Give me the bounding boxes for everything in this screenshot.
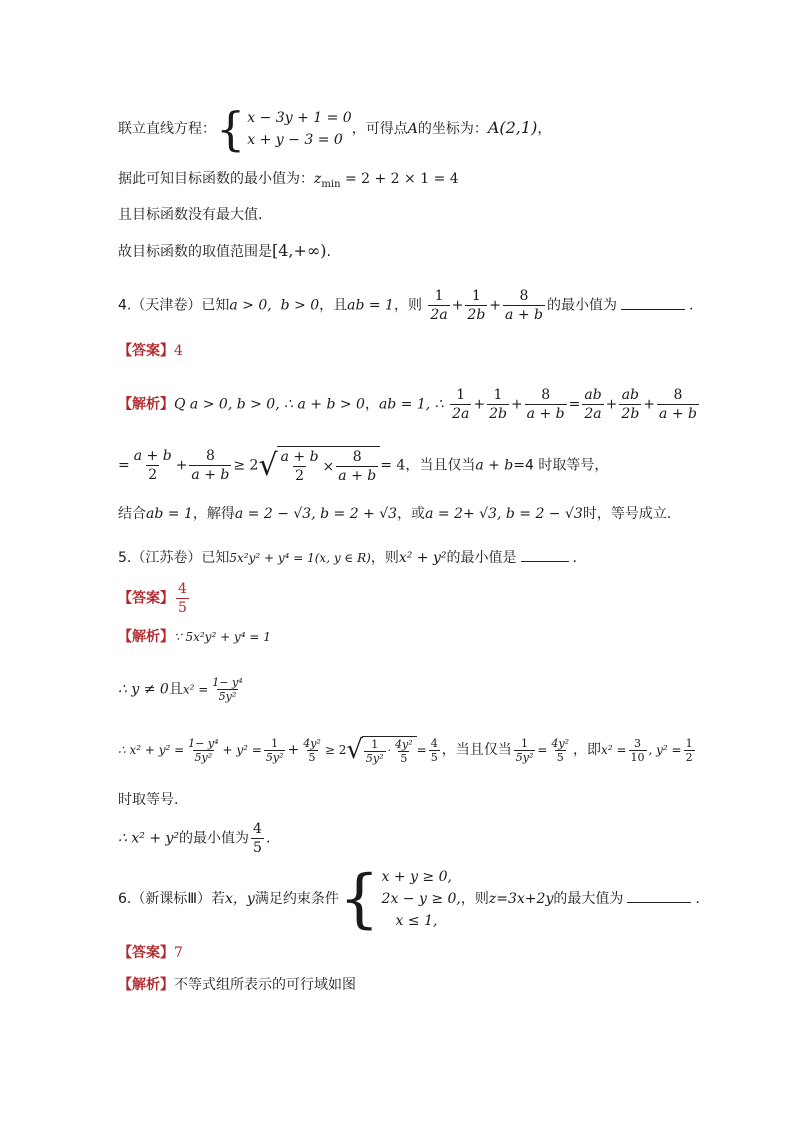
ge: ≥ 2 bbox=[233, 457, 259, 474]
question-text: 6.（新课标Ⅲ）若 bbox=[118, 891, 226, 907]
sqrt: √ $\frac{a + b}{2}$ × $\frac{8}{a + b}$ bbox=[258, 446, 380, 485]
text: 不等式组所表示的可行域如图 bbox=[174, 977, 356, 993]
text: 故目标函数的取值范围是 bbox=[118, 244, 272, 260]
z-symbol: z bbox=[314, 171, 322, 187]
plus: + bbox=[451, 297, 464, 314]
solution-5-d bbox=[118, 791, 178, 809]
subscript: min bbox=[321, 178, 341, 190]
text: 的坐标为： bbox=[417, 121, 488, 137]
equals: = bbox=[118, 457, 130, 474]
result: = 4 bbox=[380, 457, 406, 474]
solution-4-a: 【解析】Q a > 0, b > 0, ∴ a + b > 0，ab = 1, ∴ $\frac{1}{2a}$ + $\frac{1}{2b}$ + $\frac{8}{a + b}$ = $\frac{ab}{2a}$ + $\frac{ab}{2b}$ + $\frac{8}{a + b}$ bbox=[118, 387, 697, 422]
answer-6 bbox=[118, 944, 183, 962]
line-system bbox=[118, 102, 552, 156]
solution-6 bbox=[118, 976, 356, 994]
answer-fraction: $\frac{4}{5}$ bbox=[178, 581, 187, 616]
text: 的最大值为 bbox=[553, 891, 624, 907]
expression: Q a > 0, b > 0, ∴ a + b > 0 bbox=[174, 396, 365, 413]
condition: 5x²y² + y⁴ = 1(x, y ∈ R) bbox=[229, 551, 371, 565]
text: 的最小值是 bbox=[446, 550, 517, 566]
fraction: $\frac{1}{2a}$ bbox=[452, 387, 470, 422]
text: ，则 bbox=[370, 550, 399, 566]
solution-tag: 【解析】 bbox=[118, 629, 174, 645]
answer-value: 7 bbox=[174, 945, 183, 961]
point-label: A bbox=[407, 121, 418, 137]
fraction: $\frac{1}{2a}$ bbox=[430, 288, 448, 323]
expression: ∵ 5x²y² + y⁴ = 1 bbox=[174, 630, 271, 644]
text: . bbox=[572, 550, 577, 566]
answer-4 bbox=[118, 342, 183, 360]
answer-5 bbox=[118, 580, 191, 617]
text: 的最小值为 bbox=[546, 297, 617, 314]
text: 结合 bbox=[118, 506, 146, 522]
expression: ∴ x² + y² = bbox=[118, 743, 185, 757]
equation-2: x + y − 3 = 0 bbox=[247, 132, 343, 148]
objective: z=3x+2y bbox=[488, 891, 554, 907]
text: 且目标函数没有最大值. bbox=[118, 207, 263, 223]
expression: a = 2+ √3, b = 2 − √3 bbox=[425, 506, 583, 522]
solution-tag: 【解析】 bbox=[118, 396, 174, 413]
text: 的最小值为 bbox=[179, 830, 250, 847]
text: 且 bbox=[168, 681, 183, 698]
expression: ab = 1 bbox=[146, 506, 193, 522]
line-no-max bbox=[118, 206, 262, 224]
text: ，且 bbox=[319, 297, 348, 314]
answer-blank bbox=[621, 295, 685, 310]
fraction: $\frac{1}{2b}$ bbox=[467, 288, 486, 323]
question-text: 5.（江苏卷）已知 bbox=[118, 550, 230, 566]
range: [4,+∞) bbox=[272, 241, 327, 260]
solution-4-b bbox=[118, 446, 608, 485]
text: . bbox=[326, 244, 331, 260]
condition: ab = 1 bbox=[347, 297, 394, 314]
solution-5-c: ∴ x² + y² = $\frac{\text{1− y⁴}}{\text{5y²}}$ + y² = $\frac{1}{\text{5y²}}$ + $\frac{\text{4y²}}{5}$ ≥ 2 √ $\frac{1}{\text{5y²}}$ · $\frac{\text{4y²}}{5}$ = $\frac{4}{5}$ ，当且仅当 $\frac{1}{\text{5y²}}$ = $\frac{\text{4y²}}{5}$ ，即x² = $\frac{3}{10}$ , y² = $\frac{1}{2}$ bbox=[118, 735, 693, 765]
fraction: $\frac{1}{2b}$ bbox=[489, 387, 507, 422]
text: =4 时取等号， bbox=[513, 457, 609, 474]
answer-blank bbox=[521, 547, 569, 562]
condition: a > 0, bbox=[229, 297, 272, 314]
fraction: $\frac{ab}{2b}$ bbox=[621, 387, 640, 422]
expression: = 2 + 2 × 1 = 4 bbox=[340, 171, 459, 187]
fraction: $\frac{8}{a + b}$ bbox=[659, 387, 697, 422]
equation-system: { x − 3y + 1 = 0 x + y − 3 = 0 bbox=[216, 102, 352, 156]
text: ， bbox=[364, 396, 379, 413]
variables: x，y bbox=[225, 891, 255, 907]
text: 联立直线方程： bbox=[118, 121, 216, 137]
answer-value: 4 bbox=[174, 343, 183, 359]
expression: x² + y² bbox=[398, 550, 447, 566]
text: 满足约束条件 bbox=[254, 891, 339, 907]
text: ，或 bbox=[397, 506, 426, 522]
plus: + bbox=[489, 297, 502, 314]
equals: = bbox=[568, 396, 581, 413]
text: ，当且仅当 bbox=[405, 457, 476, 474]
answer-blank bbox=[627, 888, 691, 903]
solution-5-e: ∴ x² + y²的最小值为 $\frac{4}{5}$ . bbox=[118, 821, 271, 856]
expression: x² = bbox=[182, 682, 209, 697]
text: ，可得点 bbox=[351, 121, 408, 137]
text: ，则 bbox=[393, 297, 422, 314]
constraint-system: { x + y ≥ 0, 2x − y ≥ 0, x ≤ 1, bbox=[338, 862, 461, 936]
line-range bbox=[118, 242, 331, 261]
text: ，解得 bbox=[192, 506, 235, 522]
solution-4-c bbox=[118, 505, 671, 523]
fraction: $\frac{a + b}{2}$ bbox=[133, 448, 172, 483]
solution-5-b: ∴ y ≠ 0且x² = $\frac{\text{1− y⁴}}{\text{5y²}}$ bbox=[118, 676, 243, 703]
question-4 bbox=[118, 287, 693, 324]
text: 据此可知目标函数的最小值为： bbox=[118, 171, 314, 187]
question-5 bbox=[118, 547, 577, 567]
text: ，则 bbox=[460, 891, 489, 907]
question-6: 6.（新课标Ⅲ）若x，y满足约束条件 { x + y ≥ 0, 2x − y ≥ 0, x ≤ 1, ，则z=3x+2y的最大值为 . bbox=[118, 862, 700, 936]
question-text: 4.（天津卷）已知 bbox=[118, 297, 230, 314]
expression: ∴ y ≠ 0 bbox=[118, 681, 169, 698]
fraction: $\frac{ab}{2a}$ bbox=[584, 387, 602, 422]
text: . bbox=[688, 297, 694, 314]
expression: ∴ x² + y² bbox=[118, 830, 180, 847]
answer-tag: 【答案】 bbox=[118, 343, 174, 359]
line-min-value bbox=[118, 170, 459, 194]
solution-tag: 【解析】 bbox=[118, 977, 174, 993]
text: 时取等号. bbox=[118, 792, 179, 808]
fraction: $\frac{8}{a + b}$ bbox=[505, 288, 543, 323]
text: 时，等号成立. bbox=[582, 506, 672, 522]
plus: + bbox=[175, 457, 188, 474]
answer-tag: 【答案】 bbox=[118, 590, 174, 607]
fraction: $\frac{8}{a + b}$ bbox=[191, 448, 230, 483]
expression: a = 2 − √3, b = 2 + √3 bbox=[234, 506, 398, 522]
text: ， bbox=[537, 121, 552, 137]
answer-tag: 【答案】 bbox=[118, 945, 174, 961]
coordinate: A(2,1) bbox=[487, 118, 538, 137]
fraction: $\frac{8}{a + b}$ bbox=[526, 387, 565, 422]
solution-5-a bbox=[118, 628, 271, 646]
condition: b > 0 bbox=[280, 297, 320, 314]
expression: ab = 1, ∴ bbox=[378, 396, 444, 413]
expression: a + b bbox=[475, 457, 514, 474]
equation-1: x − 3y + 1 = 0 bbox=[247, 110, 352, 126]
